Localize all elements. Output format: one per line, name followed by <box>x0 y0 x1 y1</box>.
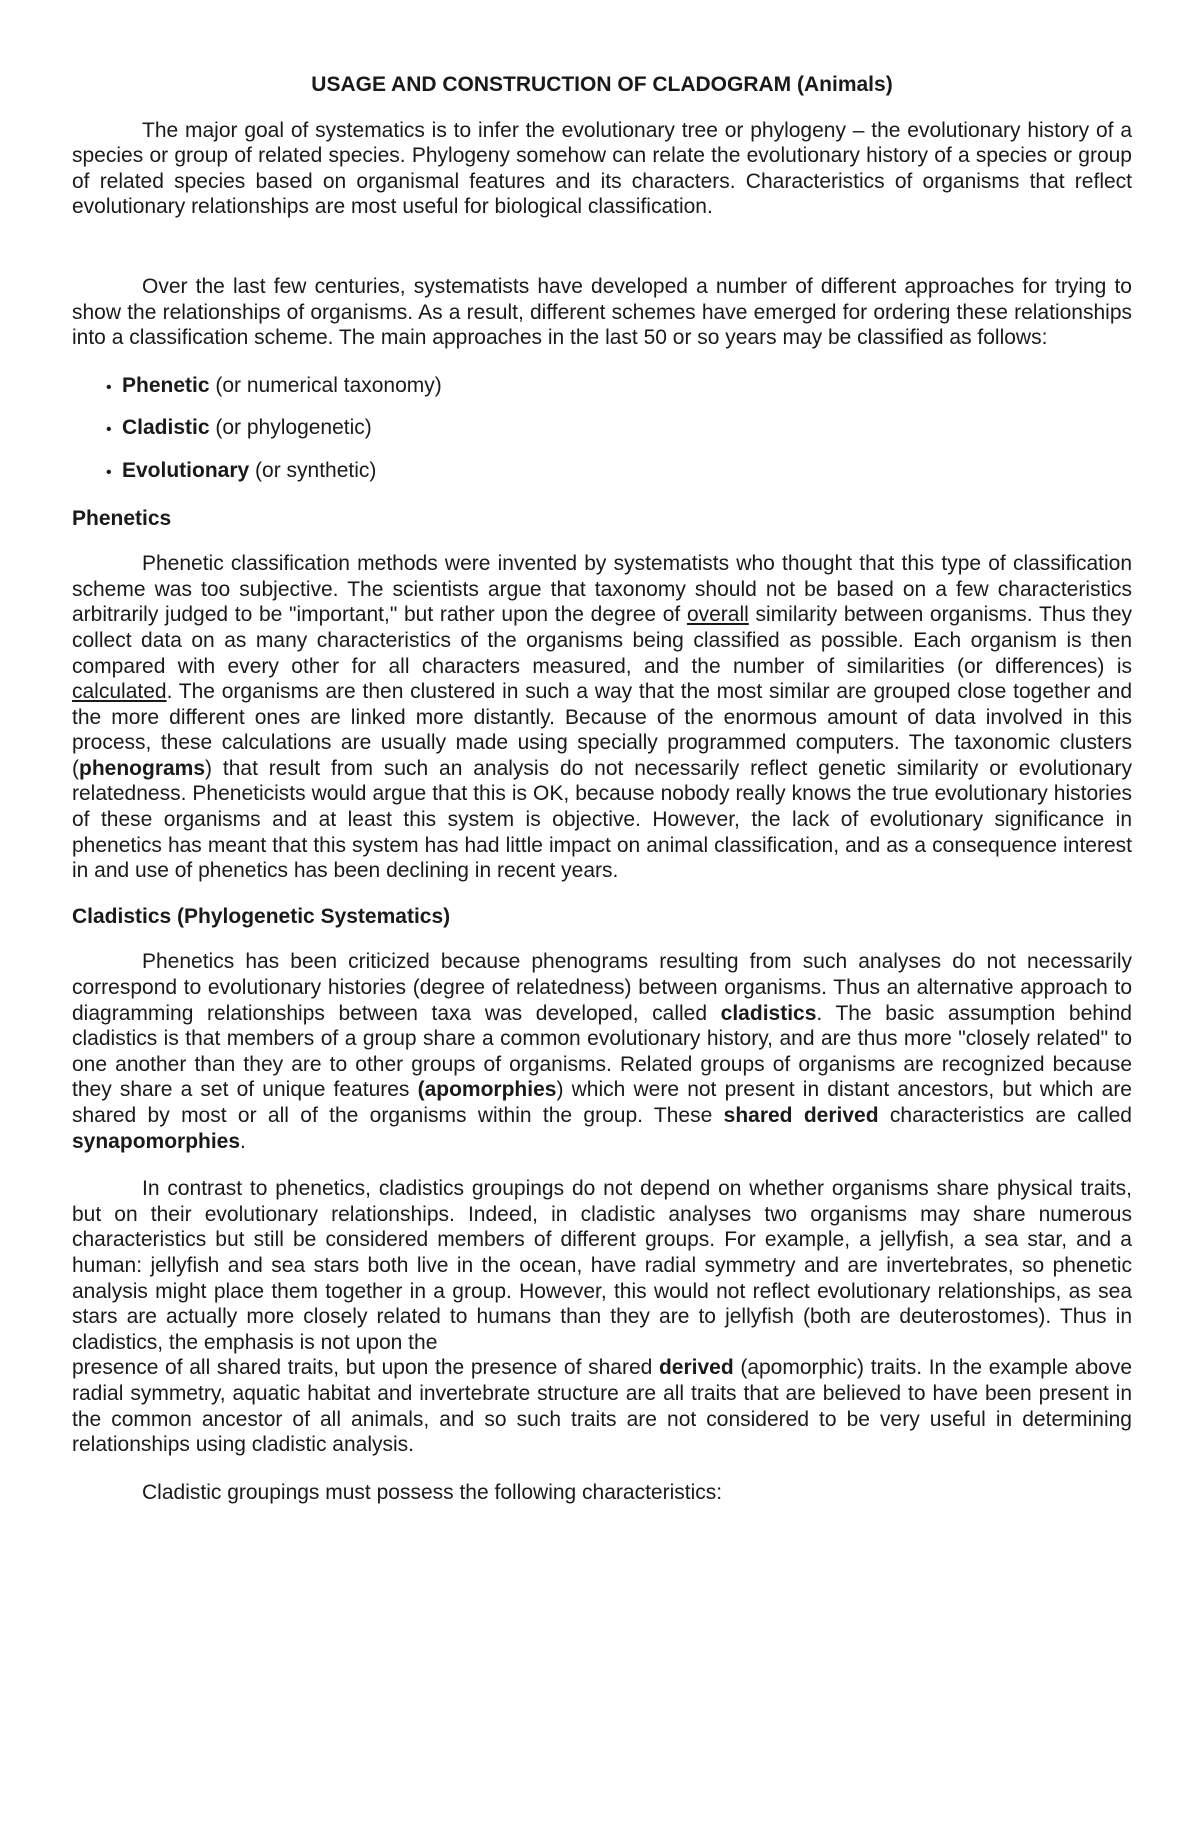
intro-paragraph: The major goal of systematics is to infer the evolutionary tree or phylogeny – the evolutionary history of a species or group of related species. Phylogeny somehow can relate the evolutionary history of a species or group of related species based on organismal features and its characters. Characteristics of organisms that reflect evolutionary relationships are most useful for biological classification. <box>72 118 1132 219</box>
text-run: ) which were not present in distant ancestors, but which are shared by most or all of the organisms within the group. These <box>72 1078 1132 1127</box>
approach-name: Evolutionary <box>122 458 250 482</box>
cladistics-paragraph-4: Cladistic groupings must possess the following characteristics: <box>142 1480 723 1504</box>
list-item <box>106 458 1132 486</box>
text-run: . The basic assumption behind cladistics is that members of a group share a common evolutionary history, and are thus more "closely related" to one another than they are to other groups of organisms. Related groups of organisms are recognized because they share a set of unique features <box>72 1001 1132 1102</box>
approach-name: Phenetic <box>122 373 210 397</box>
text-run: Phenetic classification methods were invented by systematists who thought that this type of classification scheme was too subjective. The scientists argue that taxonomy should not be based on a few characteristics arbitrarily judged to be "important," but rather upon the degree of <box>72 552 1132 627</box>
text-run: . <box>240 1129 246 1153</box>
cladistics-paragraph-3 <box>72 1355 1132 1457</box>
text-run: Phenetics has been criticized because phenograms resulting from such analyses do not necessarily correspond to evolutionary histories (degree of relatedness) between organisms. Thus an alternative approach to diagramming relationships between taxa was developed, called <box>72 950 1132 1025</box>
cladistics-paragraph-1 <box>72 949 1132 1154</box>
page-title: USAGE AND CONSTRUCTION OF CLADOGRAM (Animals) <box>311 73 893 96</box>
phenetics-paragraph <box>72 551 1132 884</box>
text-run: similarity between organisms. Thus they collect data on as many characteristics of the organisms being classified as possible. Each organism is then compared with every other for all characters measured, and the number of similarities (or differences) is <box>72 603 1133 678</box>
list-item <box>106 373 1132 401</box>
bold-term: synapomorphies <box>72 1129 241 1153</box>
approaches-list <box>72 373 1132 486</box>
text-run: (apomorphic) traits. In the example above radial symmetry, aquatic habitat and invertebrate structure are all traits that are believed to have been present in the common ancestor of all animals, and so such traits are not considered to be very useful in determining relationships using cladistic analysis. <box>72 1356 1132 1457</box>
list-item <box>106 415 1132 443</box>
phenetics-heading: Phenetics <box>72 506 172 530</box>
text-run: . The organisms are then clustered in such a way that the most similar are grouped close together and the more different ones are linked more distantly. Because of the enormous amount of data involved in this process, these calculations are usually made using specially programmed computers. The taxonomic clusters ( <box>72 680 1132 780</box>
approach-note: (or synthetic) <box>249 458 377 482</box>
text-run: presence of all shared traits, but upon the presence of shared <box>72 1356 659 1380</box>
text-run: characteristics are called <box>878 1104 1132 1127</box>
bold-term: (apomorphies <box>417 1078 557 1102</box>
underlined-term: overall <box>686 603 749 627</box>
approach-note: (or phylogenetic) <box>209 416 372 440</box>
underlined-term: calculated <box>72 680 167 704</box>
bold-term: phenograms <box>79 756 206 780</box>
bold-term: shared derived <box>723 1104 879 1127</box>
bold-term: derived <box>658 1356 734 1380</box>
text-run: ) that result from such an analysis do not necessarily reflect genetic similarity or evolutionary relatedness. Pheneticists would argue that this is OK, because nobody really knows the true evolutionary histories of these organisms and at least this system is objective. However, the lack of evolutionary significance in phenetics has meant that this system has had little impact on animal classification, and as a consequence interest in and use of phenetics has been declining in recent years. <box>72 756 1132 883</box>
bold-term: cladistics <box>720 1001 817 1025</box>
approach-name: Cladistic <box>122 416 210 440</box>
approach-note: (or numerical taxonomy) <box>209 373 442 397</box>
cladistics-paragraph-2: In contrast to phenetics, cladistics groupings do not depend on whether organisms share physical traits, but on their evolutionary relationships. Indeed, in cladistic analyses two organisms may share numerous characteristics but still be considered members of different groups. For example, a jellyfish, a sea star, and a human: jellyfish and sea stars both live in the ocean, have radial symmetry and are invertebrates, so phenetic analysis might place them together in a group. However, this would not reflect evolutionary relationships, as sea stars are actually more closely related to humans than they are to jellyfish (both are deuterostomes). Thus in cladistics, the emphasis is not upon the <box>72 1177 1132 1354</box>
cladistics-heading: Cladistics (Phylogenetic Systematics) <box>72 904 451 928</box>
approaches-paragraph: Over the last few centuries, systematists have developed a number of different approaches for trying to show the relationships of organisms. As a result, different schemes have emerged for ordering these relationships into a classification scheme. The main approaches in the last 50 or so years may be classified as follows: <box>72 274 1132 350</box>
